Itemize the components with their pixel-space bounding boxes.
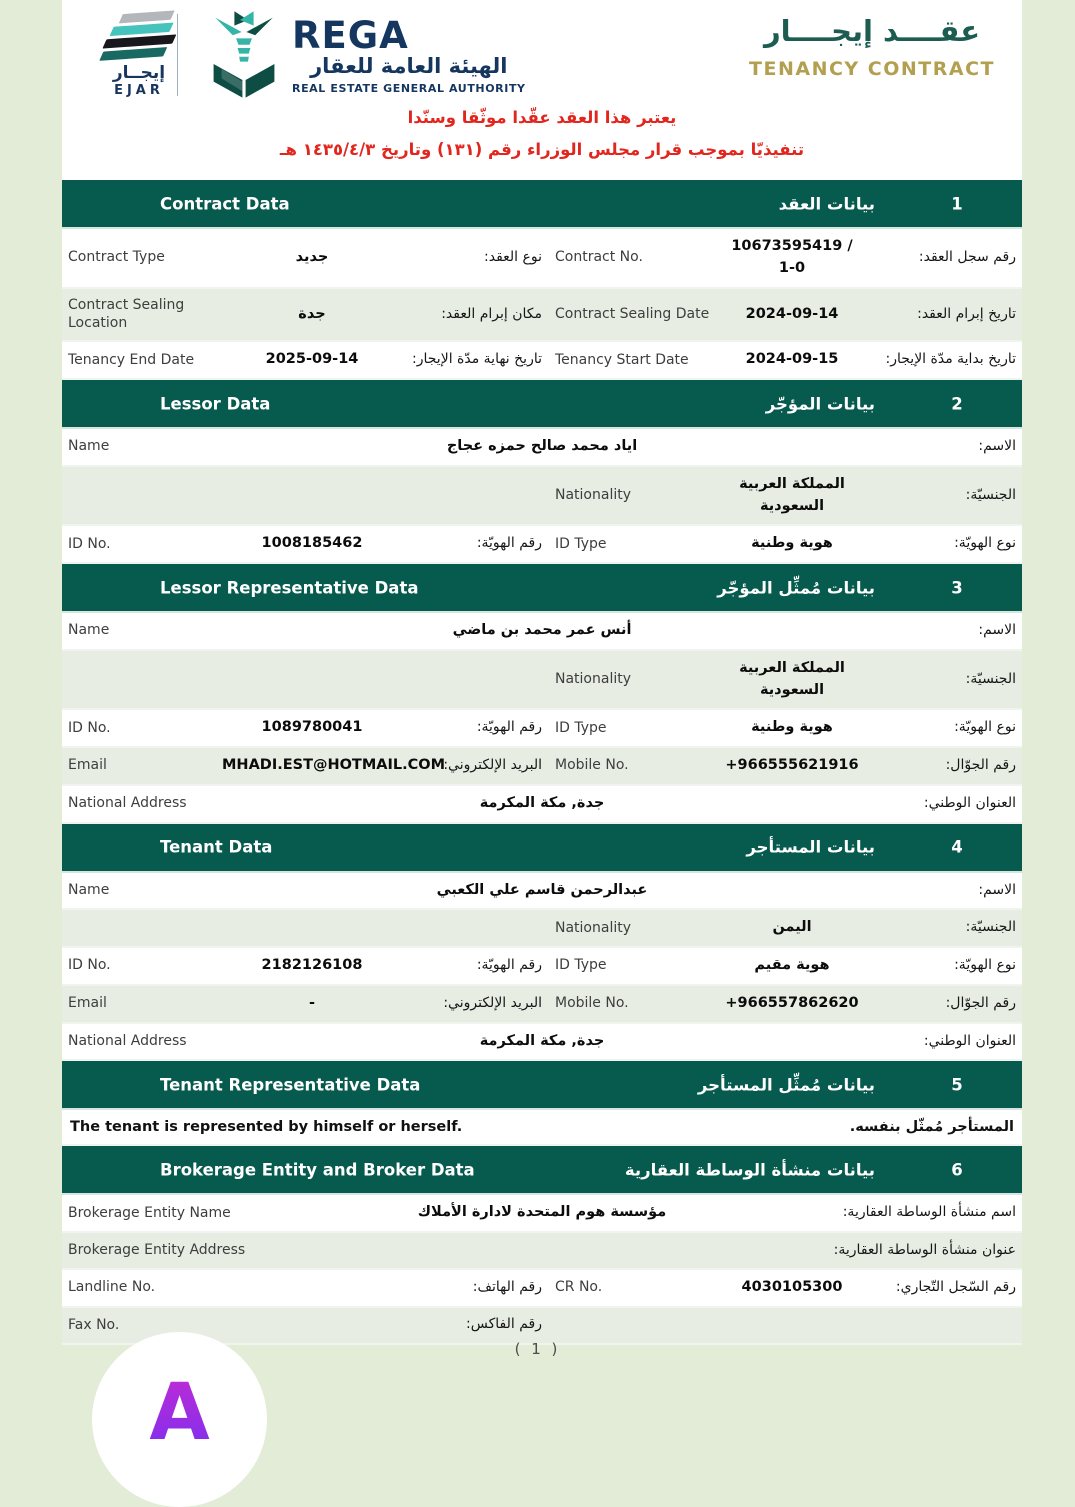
label-en: ID No.	[68, 535, 111, 552]
value: هوية مقيم	[754, 957, 830, 974]
value: هوية وطنية	[751, 535, 833, 552]
label-ar: رقم السّجل التّجاري:	[895, 1279, 1016, 1296]
label-ar: اسم منشأة الوساطة العقارية:	[842, 1204, 1016, 1221]
section-number: 3	[951, 578, 963, 598]
table-row	[62, 467, 1022, 527]
label-en: Nationality	[555, 919, 632, 936]
section-number: 1	[951, 194, 963, 213]
value: اياد محمد صالح حمزه عجاج	[446, 438, 638, 455]
contract-title	[749, 14, 995, 80]
document-header	[62, 0, 1022, 180]
label-en: ID Type	[555, 957, 607, 974]
label-ar: نوع الهويّة:	[954, 719, 1016, 736]
label-ar: رقم سجل العقد:	[918, 248, 1016, 265]
label-en: Email	[68, 757, 107, 774]
label-en: Mobile No.	[555, 757, 629, 774]
label-ar: رقم الجوّال:	[945, 757, 1016, 774]
label-ar: العنوان الوطني:	[923, 1032, 1016, 1049]
rega-wordmark: REGA	[292, 14, 409, 58]
label-ar: البريد الإلكتروني:	[443, 757, 542, 774]
rega-palm-icon	[204, 8, 284, 104]
value: جدة	[298, 305, 326, 322]
label-en: CR No.	[555, 1279, 603, 1296]
value: 10673595419 / 1-0	[731, 238, 853, 276]
section-title-en: Brokerage Entity and Broker Data	[160, 1160, 475, 1180]
section-header-tenant-data	[62, 824, 1022, 873]
value: جدة, مكة المكرمة	[479, 1032, 605, 1049]
section-title-ar: بيانات مُمثِّل المستأجر	[697, 1075, 875, 1095]
label-ar: رقم الهويّة:	[476, 535, 542, 552]
label-en: Name	[68, 622, 110, 639]
table-row	[62, 1024, 1022, 1062]
label-ar: الاسم:	[978, 438, 1016, 455]
table-row	[62, 748, 1022, 786]
contract-title-arabic: عقــــد إيجــــار	[763, 14, 981, 48]
rega-arabic-name: الهيئة العامة للعقار	[310, 54, 508, 79]
label-ar: رقم الفاكس:	[466, 1316, 542, 1333]
label-en: Contract Sealing Location	[68, 296, 185, 332]
label-en: Mobile No.	[555, 995, 629, 1012]
label-en: National Address	[68, 795, 187, 812]
contract-title-english: TENANCY CONTRACT	[749, 58, 995, 80]
label-en: Brokerage Entity Name	[68, 1204, 231, 1221]
value: جدة, مكة المكرمة	[479, 794, 605, 811]
label-ar: عنوان منشأة الوساطة العقارية:	[833, 1241, 1016, 1258]
contract-document	[62, 0, 1022, 1345]
label-ar: العنوان الوطني:	[923, 794, 1016, 811]
label-en: Tenancy Start Date	[555, 351, 689, 368]
section-header-contract-data	[62, 180, 1022, 229]
label-en: Nationality	[555, 487, 632, 504]
value: 2025-09-14	[265, 351, 359, 368]
table-row	[62, 986, 1022, 1024]
value: مؤسسة هوم المتحدة لادارة الأملاك	[417, 1204, 667, 1221]
value: أنس عمر محمد بن ماضي	[452, 622, 632, 639]
table-row	[62, 526, 1022, 564]
section-title-en: Tenant Data	[160, 837, 273, 857]
table-row	[62, 910, 1022, 948]
value: المملكة العربية السعودية	[739, 475, 845, 514]
footer-page-number: ( 1 )	[514, 1340, 561, 1358]
label-en: ID Type	[555, 535, 607, 552]
label-en: Landline No.	[68, 1279, 156, 1296]
table-row	[62, 873, 1022, 911]
footer-logo	[92, 1332, 267, 1507]
ejar-logo-arabic: إيجــار	[112, 63, 166, 83]
value: المملكة العربية السعودية	[739, 659, 845, 698]
ejar-logo	[80, 10, 198, 98]
table-row	[62, 1195, 1022, 1233]
section-title-ar: بيانات العقد	[778, 194, 875, 213]
section-title-en: Tenant Representative Data	[160, 1075, 421, 1095]
label-en: ID No.	[68, 719, 111, 736]
section-title-ar: بيانات المستأجر	[746, 837, 875, 857]
value: MHADI.EST@HOTMAIL.COM	[222, 757, 446, 774]
rega-logo-text	[292, 14, 526, 95]
section-header-lessor-representative	[62, 564, 1022, 613]
label-ar: الجنسيّة:	[965, 919, 1016, 936]
table-row	[62, 229, 1022, 289]
table-row	[62, 1270, 1022, 1308]
label-ar: رقم الهاتف:	[472, 1279, 542, 1296]
value: عبدالرحمن قاسم علي الكعبي	[436, 881, 648, 898]
label-en: Name	[68, 881, 110, 898]
section-number: 2	[951, 394, 963, 414]
value: 1008185462	[261, 535, 363, 552]
label-ar: الجنسيّة:	[965, 486, 1016, 503]
label-en: Fax No.	[68, 1316, 120, 1333]
value: +966555621916	[725, 757, 859, 774]
label-en: ID No.	[68, 957, 111, 974]
value: اليمن	[772, 919, 812, 936]
ejar-logo-icon	[99, 10, 180, 60]
label-en: Nationality	[555, 671, 632, 688]
label-ar: نوع العقد:	[484, 248, 542, 265]
value: +966557862620	[725, 994, 859, 1011]
section-number: 6	[951, 1160, 963, 1180]
legal-notice-line2: تنفيذيّا بموجب قرار مجلس الوزراء رقم (١٣١) وتاريخ ١٤٣٥/٤/٣ هـ	[279, 140, 805, 160]
label-ar: رقم الجوّال:	[945, 994, 1016, 1011]
table-row	[62, 613, 1022, 651]
header-divider	[177, 14, 178, 96]
section-title-en: Contract Data	[160, 194, 290, 213]
tenant-self-represented-en: The tenant is represented by himself or herself.	[70, 1119, 463, 1136]
label-en: Tenancy End Date	[68, 351, 195, 368]
label-en: Contract Type	[68, 249, 165, 266]
value: جديد	[295, 248, 329, 265]
value: 2024-09-14	[745, 305, 839, 322]
value: -	[308, 994, 316, 1011]
section-number: 4	[951, 837, 963, 857]
section-header-brokerage	[62, 1146, 1022, 1195]
value: 4030105300	[741, 1279, 843, 1296]
label-en: National Address	[68, 1032, 187, 1049]
value: 2024-09-15	[745, 351, 839, 368]
label-ar: تاريخ نهاية مدّة الإيجار:	[412, 351, 542, 368]
section-title-en: Lessor Representative Data	[160, 578, 419, 598]
table-row	[62, 710, 1022, 748]
table-row	[62, 651, 1022, 711]
label-en: Contract No.	[555, 249, 643, 266]
label-ar: البريد الإلكتروني:	[443, 994, 542, 1011]
rega-english-tagline: REAL ESTATE GENERAL AUTHORITY	[292, 81, 526, 95]
legal-notice-line1: يعتبر هذا العقد عقّدا موثّقا وسنّدا	[407, 108, 677, 127]
footer-logo-icon: A	[149, 1368, 210, 1458]
section-title-ar: بيانات مُمثِّل المؤجّر	[717, 578, 875, 598]
table-row	[62, 1110, 1022, 1146]
label-ar: مكان إبرام العقد:	[441, 305, 542, 322]
value: 1089780041	[261, 719, 363, 736]
table-row	[62, 948, 1022, 986]
section-title-en: Lessor Data	[160, 394, 271, 414]
value: 2182126108	[261, 957, 363, 974]
table-row	[62, 289, 1022, 343]
label-en: Email	[68, 995, 107, 1012]
label-ar: تاريخ إبرام العقد:	[917, 305, 1016, 322]
section-title-ar: بيانات المؤجّر	[765, 394, 875, 414]
legal-notice	[62, 102, 1022, 166]
section-header-lessor-data	[62, 380, 1022, 429]
value: هوية وطنية	[751, 719, 833, 736]
label-ar: الاسم:	[978, 622, 1016, 639]
rega-logo	[204, 8, 526, 104]
table-row	[62, 429, 1022, 467]
table-row	[62, 342, 1022, 380]
label-ar: نوع الهويّة:	[954, 957, 1016, 974]
table-row	[62, 1233, 1022, 1270]
table-row	[62, 786, 1022, 824]
tenant-self-represented-ar: المستأجر مُمثّل بنفسه.	[849, 1119, 1014, 1136]
section-title-ar: بيانات منشأة الوساطة العقارية	[624, 1160, 875, 1180]
label-en: ID Type	[555, 719, 607, 736]
label-ar: رقم الهويّة:	[476, 957, 542, 974]
ejar-logo-latin: EJAR	[114, 82, 164, 98]
label-en: Contract Sealing Date	[555, 305, 710, 322]
label-ar: الاسم:	[978, 881, 1016, 898]
label-en: Brokerage Entity Address	[68, 1242, 246, 1259]
label-ar: تاريخ بداية مدّة الإيجار:	[885, 351, 1016, 368]
section-header-tenant-representative	[62, 1061, 1022, 1110]
label-en: Name	[68, 438, 110, 455]
label-ar: رقم الهويّة:	[476, 719, 542, 736]
label-ar: نوع الهويّة:	[954, 535, 1016, 552]
label-ar: الجنسيّة:	[965, 670, 1016, 687]
section-number: 5	[951, 1075, 963, 1095]
